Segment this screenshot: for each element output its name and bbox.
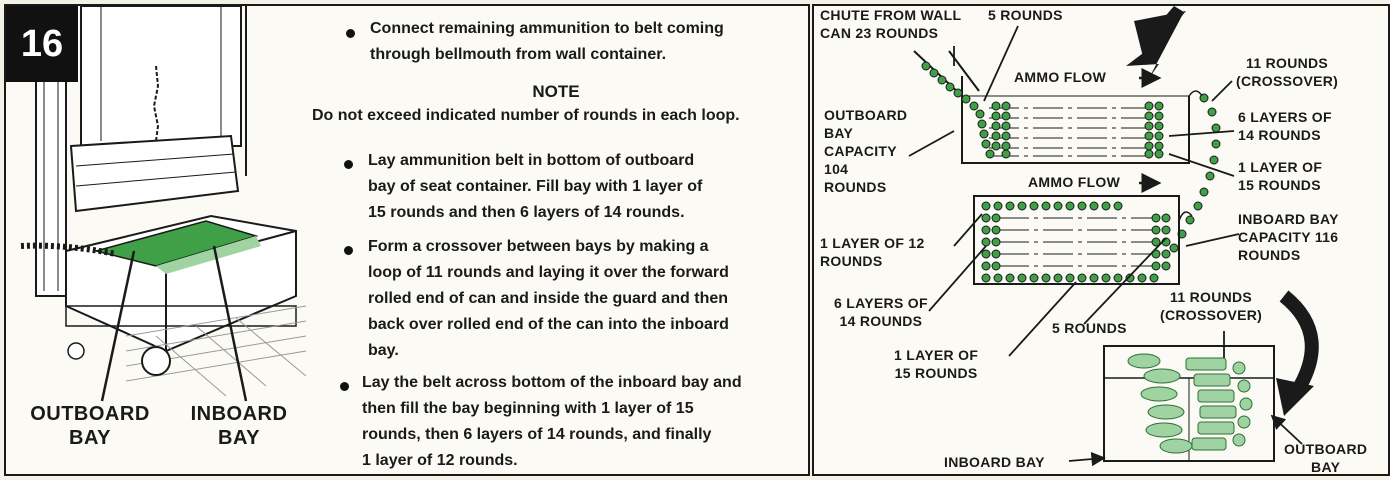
- label-six-layers-bottom: 6 LAYERS OF 14 ROUNDS: [834, 295, 928, 329]
- label-one-layer-top: 1 LAYER OF 15 ROUNDS: [1238, 159, 1323, 193]
- instruction-lay-inboard: Lay the belt across bottom of the inboard bay and then fill the bay beginning with 1 layer of 15 rounds, then 6 layers of 14 rounds, and finally 1 layer of 12 rounds.: [362, 374, 742, 469]
- label-one-layer-bottom: 1 LAYER OF 15 ROUNDS: [894, 347, 979, 381]
- outboard-bay-caption: OUTBOARD BAY: [30, 403, 150, 449]
- label-outboard-capacity: OUTBOARD BAY CAPACITY 104 ROUNDS: [824, 107, 908, 195]
- label-crossover-top: 11 ROUNDS (CROSSOVER): [1236, 55, 1339, 89]
- label-one-layer-12: 1 LAYER OF 12 ROUNDS: [820, 235, 925, 269]
- label-crossover-bottom: 11 ROUNDS (CROSSOVER): [1160, 289, 1263, 323]
- instruction-crossover: Form a crossover between bays by making a loop of 11 rounds and laying it over the forward rolled end of can and inside the guard and then back over rolled end of the can into the inboard bay.: [368, 238, 729, 359]
- label-five-rounds-top: 5 ROUNDS: [988, 7, 1063, 23]
- label-inboard-capacity: INBOARD BAY CAPACITY 116 ROUNDS: [1238, 211, 1339, 263]
- label-six-layers-top: 6 LAYERS OF 14 ROUNDS: [1238, 109, 1332, 143]
- label-ammo-flow-mid: AMMO FLOW: [1028, 174, 1121, 190]
- left-instruction-panel: [4, 4, 810, 476]
- instruction-lay-outboard: Lay ammunition belt in bottom of outboard bay of seat container. Fill bay with 1 layer of 15 rounds and then 6 layers of 14 rounds.: [368, 152, 703, 221]
- note-body: Do not exceed indicated number of rounds in each loop.: [312, 107, 740, 124]
- instruction-connect-ammo: Connect remaining ammunition to belt coming through bellmouth from wall container.: [370, 20, 724, 63]
- step-number-badge: 16: [6, 6, 78, 82]
- label-inboard-bay: INBOARD BAY: [944, 454, 1045, 470]
- bullet-1: [346, 29, 355, 38]
- label-five-rounds-bottom: 5 ROUNDS: [1052, 320, 1127, 336]
- label-ammo-flow-top: AMMO FLOW: [1014, 69, 1107, 85]
- note-title: NOTE: [532, 82, 580, 101]
- label-chute: CHUTE FROM WALL CAN 23 ROUNDS: [820, 7, 962, 41]
- bullet-4: [340, 382, 349, 391]
- label-outboard-bay: OUTBOARD BAY: [1284, 441, 1368, 475]
- bullet-3: [344, 246, 353, 255]
- right-diagram-panel: [812, 4, 1390, 476]
- inboard-bay-caption: INBOARD BAY: [190, 403, 288, 449]
- bullet-2: [344, 160, 353, 169]
